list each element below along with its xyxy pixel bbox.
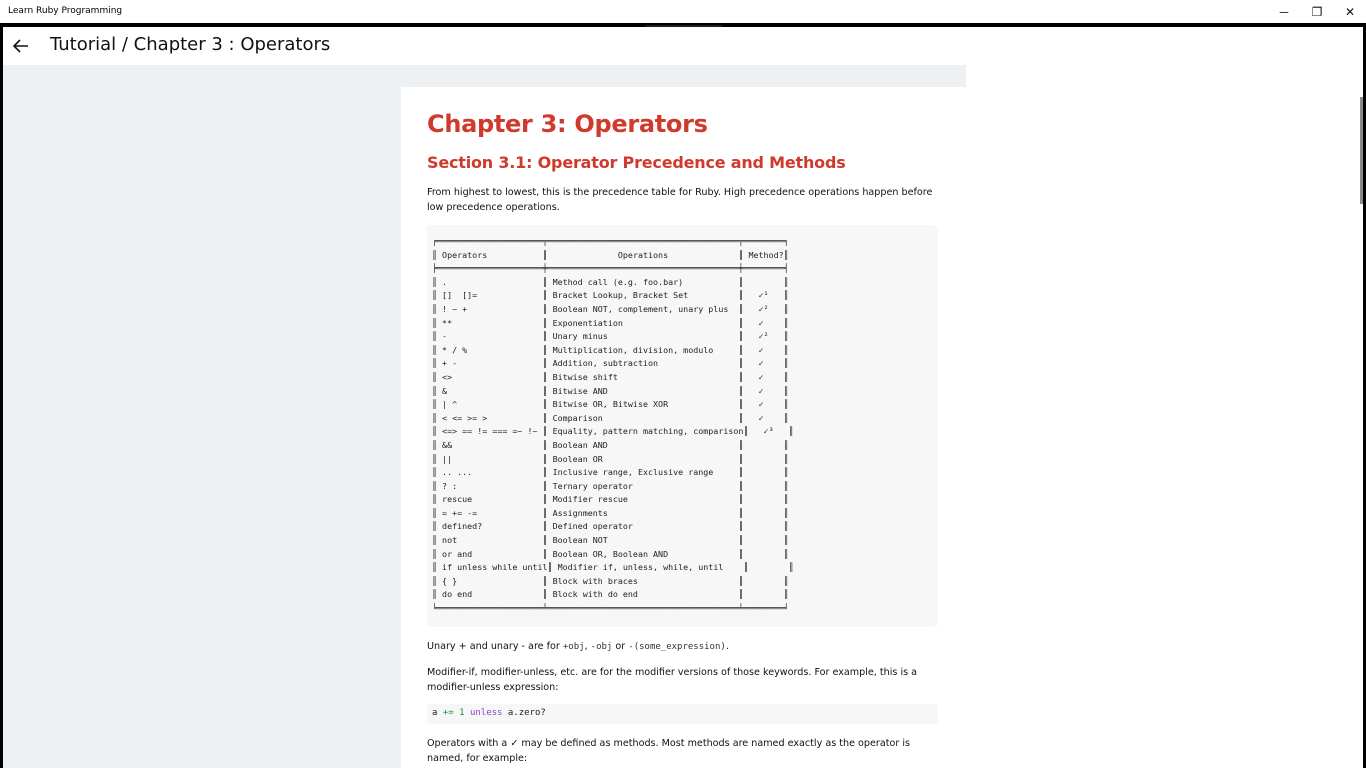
table-cell-operation: Assignments bbox=[552, 507, 739, 518]
arrow-left-icon bbox=[10, 35, 32, 57]
unary-suffix: . bbox=[725, 641, 729, 652]
table-border: ║ bbox=[783, 535, 789, 546]
table-border: ║ bbox=[738, 589, 759, 600]
table-border: ║ bbox=[432, 331, 443, 342]
table-row bbox=[432, 399, 789, 409]
table-cell-operator: rescue bbox=[442, 494, 543, 505]
table-row bbox=[432, 372, 789, 382]
table-cell-operation: Boolean OR, Boolean AND bbox=[552, 548, 739, 559]
table-cell-operation: Bracket Lookup, Bracket Set bbox=[552, 290, 739, 301]
table-cell-method: ✓ bbox=[758, 317, 784, 328]
table-border: ║ bbox=[738, 494, 759, 505]
table-cell-method: ✓² bbox=[758, 331, 784, 342]
code-example bbox=[427, 704, 938, 724]
table-border: ║ bbox=[432, 399, 443, 410]
code-keyword: unless bbox=[469, 708, 503, 718]
title-bar bbox=[0, 0, 1366, 23]
table-cell-method bbox=[759, 508, 784, 518]
table-row bbox=[432, 494, 789, 504]
side-pane bbox=[966, 65, 1363, 768]
table-border: ║ bbox=[783, 453, 789, 464]
table-cell-operation: Comparison bbox=[552, 412, 739, 423]
table-cell-operator: not bbox=[442, 535, 543, 546]
table-cell-operation: Defined operator bbox=[552, 521, 739, 532]
code-minus-obj: -obj bbox=[590, 642, 613, 652]
table-cell-operation: Bitwise shift bbox=[552, 371, 739, 382]
table-row bbox=[432, 589, 789, 599]
table-row bbox=[432, 454, 789, 464]
table-border: ║ bbox=[432, 494, 443, 505]
table-row bbox=[432, 576, 789, 586]
table-border: ║ bbox=[788, 426, 794, 437]
table-border: ║ bbox=[547, 562, 558, 573]
table-cell-operation: Exponentiation bbox=[552, 317, 739, 328]
table-row bbox=[432, 318, 789, 328]
table-cell-operator: [] []= bbox=[442, 290, 543, 301]
table-row bbox=[432, 521, 789, 531]
table-cell-operation: Bitwise OR, Bitwise XOR bbox=[552, 399, 739, 410]
unary-sep-2: or bbox=[612, 641, 629, 652]
close-button[interactable]: ✕ bbox=[1344, 4, 1356, 19]
table-border: ║ bbox=[738, 467, 759, 478]
table-cell-method bbox=[759, 589, 784, 599]
table-cell-operation: Addition, subtraction bbox=[552, 358, 739, 369]
table-border: ║ bbox=[738, 276, 759, 287]
table-cell-operation: Modifier rescue bbox=[552, 494, 739, 505]
table-cell-method bbox=[764, 562, 789, 572]
table-border: ║ bbox=[542, 494, 553, 505]
table-border: ║ bbox=[542, 317, 553, 328]
table-border: ║ bbox=[542, 589, 553, 600]
table-border: ║ bbox=[783, 249, 789, 260]
table-border: ║ bbox=[542, 535, 553, 546]
table-row bbox=[432, 481, 789, 491]
table-row bbox=[432, 467, 789, 477]
table-cell-operator: < <= >= > bbox=[442, 412, 543, 423]
table-header-method: Method? bbox=[748, 249, 784, 260]
table-cell-method bbox=[759, 494, 784, 504]
table-cell-operation: Boolean OR bbox=[552, 453, 739, 464]
table-border: ║ bbox=[432, 548, 443, 559]
table-cell-operator: | ^ bbox=[442, 399, 543, 410]
scrollbar[interactable] bbox=[1360, 97, 1363, 204]
table-cell-operator: && bbox=[442, 439, 543, 450]
code-question: ? bbox=[540, 708, 546, 718]
table-border: ║ bbox=[783, 358, 789, 369]
table-cell-method: ✓ bbox=[758, 412, 784, 423]
table-border: ║ bbox=[542, 521, 553, 532]
table-row bbox=[432, 304, 789, 314]
table-border-header: ╞═════════════════════╪══════════════════════════════════════╪════════╡ bbox=[432, 263, 789, 274]
table-border: ║ bbox=[542, 358, 553, 369]
app-title: Learn Ruby Programming bbox=[8, 6, 123, 16]
table-cell-method: ✓ bbox=[758, 385, 784, 396]
table-border: ║ bbox=[432, 453, 443, 464]
table-cell-operator: = += -= bbox=[442, 507, 543, 518]
table-border: ║ bbox=[738, 385, 759, 396]
table-cell-operator: do end bbox=[442, 589, 543, 600]
table-border: ║ bbox=[542, 290, 553, 301]
table-border: ║ bbox=[738, 535, 759, 546]
table-cell-operation: Bitwise AND bbox=[552, 385, 739, 396]
table-border: ║ bbox=[542, 412, 553, 423]
app-window bbox=[3, 27, 1363, 768]
table-row bbox=[432, 277, 789, 287]
table-cell-method bbox=[759, 576, 784, 586]
table-border: ║ bbox=[783, 494, 789, 505]
table-border: ║ bbox=[542, 331, 553, 342]
table-cell-method bbox=[759, 549, 784, 559]
table-border: ║ bbox=[783, 521, 789, 532]
table-border: ║ bbox=[783, 290, 789, 301]
table-border: ║ bbox=[783, 331, 789, 342]
table-cell-method bbox=[759, 535, 784, 545]
code-line bbox=[432, 708, 546, 718]
table-border: ║ bbox=[542, 467, 553, 478]
table-border: ║ bbox=[432, 439, 443, 450]
table-border: ║ bbox=[542, 453, 553, 464]
table-cell-operation: Equality, pattern matching, comparison bbox=[552, 426, 744, 437]
table-border: ║ bbox=[542, 507, 553, 518]
table-cell-method bbox=[759, 454, 784, 464]
table-border: ║ bbox=[738, 344, 759, 355]
table-border: ║ bbox=[783, 480, 789, 491]
table-border: ║ bbox=[542, 548, 553, 559]
table-border: ║ bbox=[783, 317, 789, 328]
table-row bbox=[432, 508, 789, 518]
table-border: ║ bbox=[542, 439, 553, 450]
precedence-table bbox=[432, 235, 794, 616]
table-border: ║ bbox=[738, 453, 759, 464]
table-row bbox=[432, 562, 794, 572]
table-cell-operation: Unary minus bbox=[552, 331, 739, 342]
table-border: ║ bbox=[542, 426, 553, 437]
table-border: ║ bbox=[783, 439, 789, 450]
table-border: ║ bbox=[738, 358, 759, 369]
table-border: ║ bbox=[542, 480, 553, 491]
table-border: ║ bbox=[738, 521, 759, 532]
table-cell-operator: + - bbox=[442, 358, 543, 369]
table-cell-method bbox=[759, 440, 784, 450]
table-border: ║ bbox=[788, 562, 794, 573]
table-border: ║ bbox=[783, 467, 789, 478]
table-border: ║ bbox=[542, 399, 553, 410]
precedence-table-block bbox=[427, 225, 938, 627]
table-cell-operator: if unless while until bbox=[442, 562, 548, 573]
table-border: ║ bbox=[432, 521, 443, 532]
table-border: ║ bbox=[738, 412, 759, 423]
table-header-operators: Operators bbox=[442, 249, 543, 260]
table-border: ║ bbox=[432, 535, 443, 546]
restore-button[interactable]: ❐ bbox=[1311, 4, 1323, 19]
code-minus-expression: -(some_expression) bbox=[628, 642, 726, 652]
table-row bbox=[432, 358, 789, 368]
table-border: ║ bbox=[738, 439, 759, 450]
table-cell-method: ✓² bbox=[758, 303, 784, 314]
table-row bbox=[432, 440, 789, 450]
table-cell-operator: - bbox=[442, 331, 543, 342]
methods-paragraph: Operators with a ✓ may be defined as methods. Most methods are named exactly as the operator is named, for example: bbox=[427, 738, 911, 764]
table-border: ║ bbox=[542, 575, 553, 586]
table-border: ║ bbox=[783, 575, 789, 586]
code-number: 1 bbox=[459, 708, 465, 718]
table-border: ║ bbox=[783, 548, 789, 559]
table-border: ║ bbox=[738, 575, 759, 586]
table-cell-method: ✓ bbox=[758, 371, 784, 382]
chapter-title: Chapter 3: Operators bbox=[427, 110, 708, 138]
table-border: ║ bbox=[738, 303, 759, 314]
code-var: a bbox=[432, 708, 443, 718]
section-title: Section 3.1: Operator Precedence and Methods bbox=[427, 153, 846, 172]
table-cell-operation: Block with braces bbox=[552, 575, 739, 586]
unary-text-prefix: Unary + and unary - are for bbox=[427, 641, 563, 652]
table-border: ║ bbox=[738, 290, 759, 301]
table-row bbox=[432, 290, 789, 300]
table-border: ║ bbox=[783, 399, 789, 410]
table-border: ║ bbox=[542, 371, 553, 382]
table-border: ║ bbox=[432, 575, 443, 586]
table-border: ║ bbox=[743, 562, 764, 573]
table-border: ║ bbox=[432, 358, 443, 369]
table-row bbox=[432, 386, 789, 396]
table-cell-method: ✓ bbox=[758, 358, 784, 369]
table-cell-operator: ! ~ + bbox=[442, 303, 543, 314]
table-cell-operation: Inclusive range, Exclusive range bbox=[552, 467, 739, 478]
table-border: ║ bbox=[432, 426, 443, 437]
table-border: ║ bbox=[432, 412, 443, 423]
table-border: ║ bbox=[432, 317, 443, 328]
table-row bbox=[432, 535, 789, 545]
table-cell-operation: Multiplication, division, modulo bbox=[552, 344, 739, 355]
table-cell-operation: Ternary operator bbox=[552, 480, 739, 491]
table-cell-method bbox=[759, 521, 784, 531]
table-border: ║ bbox=[738, 399, 759, 410]
table-cell-operation: Boolean AND bbox=[552, 439, 739, 450]
table-border: ║ bbox=[743, 426, 764, 437]
page-title: Tutorial / Chapter 3 : Operators bbox=[50, 34, 331, 55]
table-border: ║ bbox=[432, 303, 443, 314]
code-method: a.zero bbox=[507, 708, 541, 718]
code-plus-obj: +obj bbox=[562, 642, 585, 652]
table-border: ║ bbox=[738, 371, 759, 382]
table-border: ║ bbox=[432, 385, 443, 396]
table-row bbox=[432, 345, 789, 355]
table-cell-operator: <> bbox=[442, 371, 543, 382]
table-border: ║ bbox=[738, 249, 749, 260]
page-header bbox=[3, 27, 1363, 65]
table-border: ║ bbox=[738, 317, 759, 328]
table-row bbox=[432, 331, 789, 341]
table-border: ║ bbox=[432, 344, 443, 355]
table-cell-operator: { } bbox=[442, 575, 543, 586]
table-cell-operator: ? : bbox=[442, 480, 543, 491]
table-border: ║ bbox=[738, 507, 759, 518]
table-border: ║ bbox=[783, 385, 789, 396]
table-cell-operator: ** bbox=[442, 317, 543, 328]
table-border: ║ bbox=[738, 331, 759, 342]
table-cell-method: ✓ bbox=[758, 344, 784, 355]
table-border: ║ bbox=[783, 276, 789, 287]
table-border: ║ bbox=[432, 276, 443, 287]
table-cell-operator: or and bbox=[442, 548, 543, 559]
table-cell-method bbox=[759, 277, 784, 287]
table-border: ║ bbox=[542, 385, 553, 396]
table-border: ║ bbox=[738, 548, 759, 559]
table-cell-operator: defined? bbox=[442, 521, 543, 532]
table-cell-operation: Boolean NOT bbox=[552, 535, 739, 546]
table-cell-method bbox=[759, 467, 784, 477]
code-op: += bbox=[442, 708, 454, 718]
table-border: ║ bbox=[542, 276, 553, 287]
table-cell-operator: & bbox=[442, 385, 543, 396]
back-button[interactable] bbox=[10, 35, 32, 57]
table-border-bottom: ╘═════════════════════╧══════════════════════════════════════╧════════╛ bbox=[432, 603, 789, 614]
table-border: ║ bbox=[432, 507, 443, 518]
table-border: ║ bbox=[542, 249, 548, 260]
table-cell-operator: || bbox=[442, 453, 543, 464]
table-border: ║ bbox=[432, 480, 443, 491]
minimize-button[interactable]: ─ bbox=[1279, 4, 1289, 19]
table-header-operations: Operations bbox=[547, 249, 739, 260]
unary-paragraph bbox=[427, 639, 937, 655]
table-border: ║ bbox=[432, 290, 443, 301]
table-cell-operation: Boolean NOT, complement, unary plus bbox=[552, 303, 739, 314]
table-row bbox=[432, 549, 789, 559]
table-cell-operator: .. ... bbox=[442, 467, 543, 478]
intro-paragraph: From highest to lowest, this is the precedence table for Ruby. High precedence operations happen before low precedence operations. bbox=[427, 187, 933, 213]
table-border: ║ bbox=[783, 371, 789, 382]
table-cell-operator: <=> == != === =~ !~ bbox=[442, 426, 543, 437]
table-cell-operator: * / % bbox=[442, 344, 543, 355]
table-border: ║ bbox=[783, 589, 789, 600]
table-cell-operation: Modifier if, unless, while, until bbox=[557, 562, 744, 573]
table-row bbox=[432, 413, 789, 423]
table-border: ║ bbox=[432, 249, 443, 260]
table-border: ║ bbox=[783, 412, 789, 423]
table-border-top: ╒═════════════════════╤══════════════════════════════════════╤════════╕ bbox=[432, 236, 789, 246]
table-border: ║ bbox=[783, 507, 789, 518]
table-cell-operation: Method call (e.g. foo.bar) bbox=[552, 276, 739, 287]
table-cell-method: ✓¹ bbox=[758, 290, 784, 301]
table-row bbox=[432, 426, 794, 436]
table-border: ║ bbox=[542, 303, 553, 314]
table-cell-operator: . bbox=[442, 276, 543, 287]
table-cell-operation: Block with do end bbox=[552, 589, 739, 600]
table-border: ║ bbox=[783, 344, 789, 355]
modifier-paragraph: Modifier-if, modifier-unless, etc. are for the modifier versions of those keywords. For example, this is a modifier-unless expression: bbox=[427, 667, 918, 693]
table-border: ║ bbox=[432, 589, 443, 600]
table-border: ║ bbox=[738, 480, 759, 491]
table-border: ║ bbox=[783, 303, 789, 314]
article-card bbox=[401, 87, 966, 768]
table-border: ║ bbox=[542, 344, 553, 355]
table-border: ║ bbox=[432, 371, 443, 382]
table-cell-method: ✓ bbox=[758, 399, 784, 410]
unary-sep-1: , bbox=[584, 641, 591, 652]
table-cell-method bbox=[759, 481, 784, 491]
table-border: ║ bbox=[432, 467, 443, 478]
table-cell-method: ✓³ bbox=[763, 426, 789, 437]
table-border: ║ bbox=[432, 562, 443, 573]
